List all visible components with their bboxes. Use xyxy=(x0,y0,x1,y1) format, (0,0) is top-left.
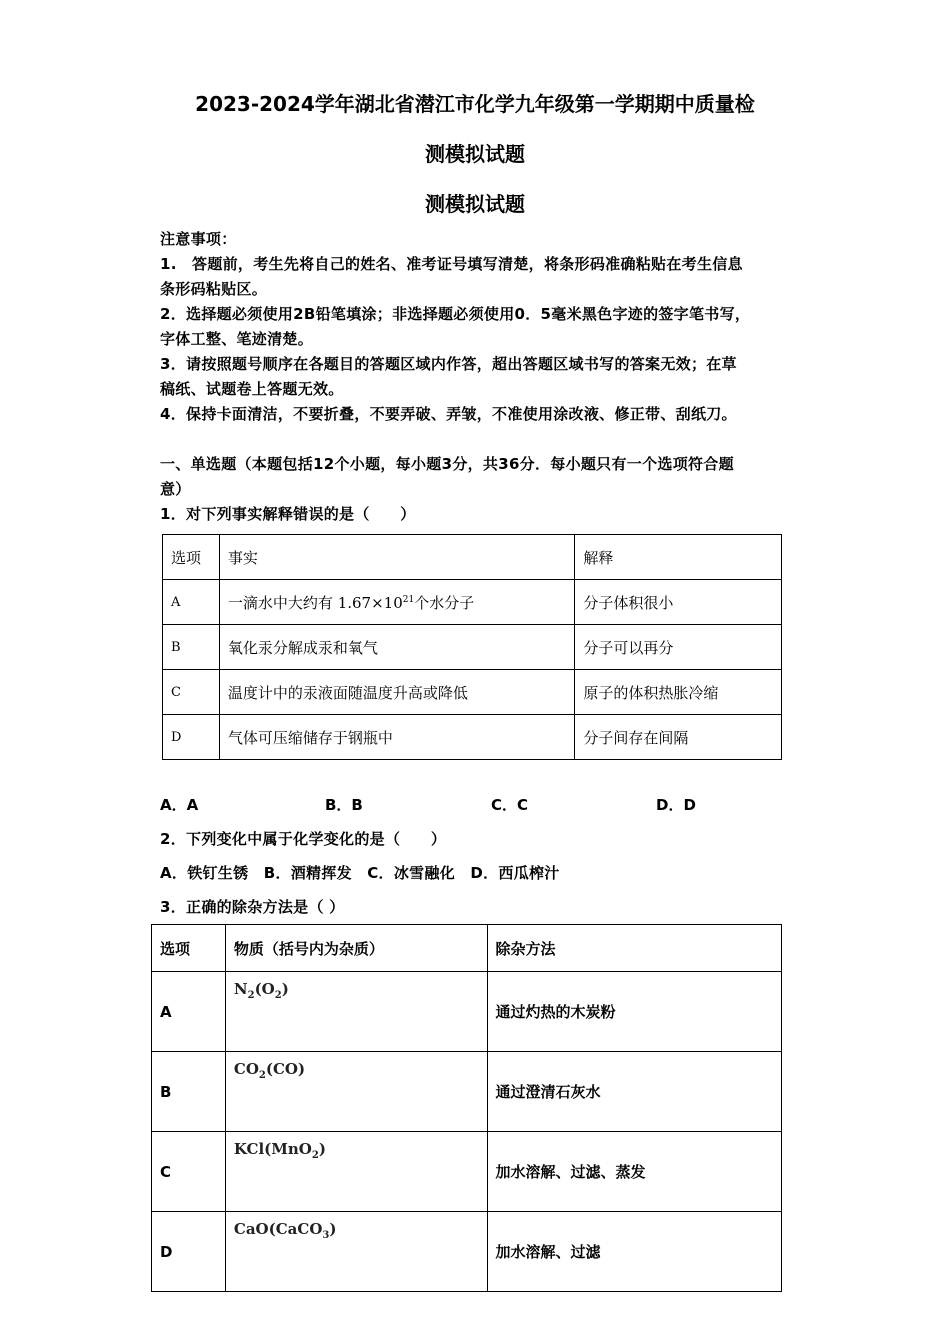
option-cell: D xyxy=(163,715,220,760)
method-cell: 通过灼热的木炭粉 xyxy=(487,972,781,1052)
notice-item-3-cont: 稿纸、试题卷上答题无效。 xyxy=(160,380,344,398)
header-cell: 选项 xyxy=(163,535,220,580)
choice-c[interactable]: C．C xyxy=(491,796,529,814)
table-header-row xyxy=(163,535,782,580)
choice-a[interactable]: A．A xyxy=(160,796,199,814)
table-row xyxy=(152,972,782,1052)
formula-impurity: MnO xyxy=(271,1140,312,1158)
notice-item-3: 3．请按照题号顺序在各题目的答题区域内作答，超出答题区域书写的答案无效；在草 xyxy=(160,355,737,373)
table-row xyxy=(152,1132,782,1212)
method-cell: 加水溶解、过滤 xyxy=(487,1212,781,1292)
substance-formula: $N_2(O_2)$ xyxy=(225,972,487,1052)
fact-exponent: 21 xyxy=(402,594,415,605)
fact-text: 一滴水中大约有 1.67×10 xyxy=(227,593,403,612)
method-cell: 通过澄清石灰水 xyxy=(487,1052,781,1132)
fact-cell: 气体可压缩储存于钢瓶中 xyxy=(219,715,574,760)
notice-item-1: 1. 答题前，考生先将自己的姓名、准考证号填写清楚，将条形码准确粘贴在考生信息 xyxy=(160,255,743,273)
section-heading-cont: 意） xyxy=(160,480,191,498)
option-cell: A xyxy=(163,580,220,625)
header-cell: 事实 xyxy=(219,535,574,580)
reason-cell: 原子的体积热胀冷缩 xyxy=(575,670,782,715)
reason-cell: 分子间存在间隔 xyxy=(575,715,782,760)
table-row xyxy=(163,670,782,715)
notice-item-2: 2．选择题必须使用2B铅笔填涂；非选择题必须使用0．5毫米黑色字迹的签字笔书写， xyxy=(160,305,751,323)
choice-d[interactable]: D．D xyxy=(656,796,696,814)
page-subtitle: 测模拟试题 xyxy=(425,142,525,166)
reason-cell: 分子体积很小 xyxy=(575,580,782,625)
formula-main: KCl xyxy=(233,1140,265,1158)
notice-item-4: 4．保持卡面清洁，不要折叠，不要弄破、弄皱，不准使用涂改液、修正带、刮纸刀。 xyxy=(160,405,737,423)
formula-sub: 2 xyxy=(258,1070,266,1081)
formula-impurity: O xyxy=(261,980,275,998)
formula-impurity: CO xyxy=(272,1060,298,1078)
notice-heading: 注意事项： xyxy=(160,230,237,248)
question-2-stem: 2．下列变化中属于化学变化的是（ ） xyxy=(160,830,447,848)
question-3-stem: 3．正确的除杂方法是（ ） xyxy=(160,898,345,916)
question-1-table xyxy=(162,534,782,760)
page-title: 2023-2024学年湖北省潜江市化学九年级第一学期期中质量检 xyxy=(195,92,755,116)
fact-cell: 氧化汞分解成汞和氧气 xyxy=(219,625,574,670)
notice-item-1-cont: 条形码粘贴区。 xyxy=(160,280,268,298)
table-row xyxy=(163,580,782,625)
substance-formula: KCl(MnO$_2$) xyxy=(225,1132,487,1212)
table-header-row xyxy=(152,925,782,972)
formula-sub: 2 xyxy=(311,1150,319,1161)
formula-sub: 2 xyxy=(247,990,255,1001)
substance-formula: CaO(CaCO$_3$) xyxy=(225,1212,487,1292)
question-3-table xyxy=(151,924,782,1292)
choice-b[interactable]: B．B xyxy=(325,796,363,814)
fact-cell xyxy=(219,580,574,625)
option-cell: C xyxy=(152,1132,226,1212)
formula-main: CO xyxy=(233,1060,259,1078)
header-cell: 解释 xyxy=(575,535,782,580)
header-cell: 除杂方法 xyxy=(487,925,781,972)
formula-main: N xyxy=(233,980,248,998)
header-cell: 选项 xyxy=(152,925,226,972)
option-cell: B xyxy=(163,625,220,670)
option-cell: B xyxy=(152,1052,226,1132)
substance-formula: $CO_2(CO)$ xyxy=(225,1052,487,1132)
formula-sub: 2 xyxy=(274,990,282,1001)
question-2-choices: A．铁钉生锈 B．酒精挥发 C．冰雪融化 D．西瓜榨汁 xyxy=(160,864,560,882)
formula-impurity: CaCO xyxy=(275,1220,323,1238)
section-heading: 一、单选题（本题包括12个小题，每小题3分，共36分．每小题只有一个选项符合题 xyxy=(160,455,734,473)
formula-sub: 3 xyxy=(322,1230,330,1241)
fact-cell: 温度计中的汞液面随温度升高或降低 xyxy=(219,670,574,715)
table-row xyxy=(163,715,782,760)
formula-main: CaO xyxy=(233,1220,269,1238)
notice-item-2-cont: 字体工整、笔迹清楚。 xyxy=(160,330,314,348)
reason-cell: 分子可以再分 xyxy=(575,625,782,670)
option-cell: C xyxy=(163,670,220,715)
header-cell: 物质（括号内为杂质） xyxy=(225,925,487,972)
question-1-stem: 1．对下列事实解释错误的是（ ） xyxy=(160,505,416,523)
table-row xyxy=(152,1212,782,1292)
option-cell: D xyxy=(152,1212,226,1292)
fact-text-end: 个水分子 xyxy=(414,593,475,612)
page-subtitle-repeat: 测模拟试题 xyxy=(425,192,525,216)
option-cell: A xyxy=(152,972,226,1052)
method-cell: 加水溶解、过滤、蒸发 xyxy=(487,1132,781,1212)
table-row xyxy=(163,625,782,670)
table-row xyxy=(152,1052,782,1132)
